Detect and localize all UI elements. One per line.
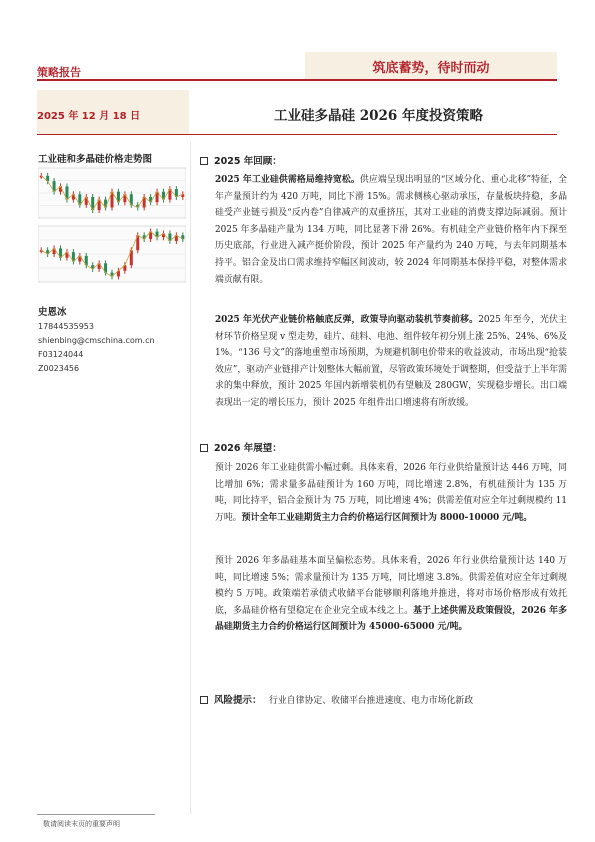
review-paragraph-2 [215,312,567,412]
author-phone: 17844535953 [38,322,94,331]
square-bullet-icon [200,696,208,704]
author-name: 史恩冰 [38,307,67,318]
footer-disclaimer: 敬请阅读末页的重要声明 [43,820,120,828]
outlook-heading-text: 2026 年展望： [214,443,282,454]
outlook-paragraph-2 [215,553,567,636]
square-bullet-icon [200,444,208,452]
review-heading [200,153,282,167]
risk-heading [200,692,262,706]
report-date: 2025 年 12 月 18 日 [37,111,141,122]
column-divider [190,142,191,814]
chart-title: 工业硅和多晶硅价格走势图 [38,154,153,165]
report-title: 工业硅多晶硅 2026 年度投资策略 [274,108,483,124]
title-divider [37,134,557,135]
tagline: 筑底蓄势，待时而动 [372,61,490,76]
author-cert-1: F03124044 [38,350,84,359]
review-paragraph-1 [215,172,567,288]
author-email: shienbing@cmschina.com.cn [38,336,155,345]
outlook-paragraph-1 [215,460,567,526]
price-trend-chart [38,166,186,286]
outlook-p1-conclusion: 预计全年工业硅期货主力合约价格运行区间预计为 8000-10000 元/吨。 [241,512,533,523]
review-p1-body: 供应端呈现出明显的“区域分化、重心北移”特征，全年产量预计约为 420 万吨，同比下滑 15%。需求侧核心驱动承压，存量板块持稳，多晶硅受产业链亏损及“反内卷”自律减产的双重挤压，其对工业硅的消费支撑边际减弱。预计 2025 年多晶硅产量为 134 万吨，同比显著下滑 26%。有机硅全产业链价格年内下探至历史底部，行业进入减产挺价阶段，预计 2025 年产量约为 240 万吨，与去年同期基本持平。铝合金及出口需求维持窄幅区间波动，较 2024 年同期基本保持平稳，对整体需求端贡献有限。 [215,175,567,285]
outlook-heading [200,440,282,454]
report-type: 策略报告 [37,66,81,79]
review-p1-lead: 2025 年工业硅供需格局维持宽松。 [215,175,360,185]
author-cert-2: Z0023456 [38,364,80,373]
review-heading-text: 2025 年回顾： [214,156,282,167]
header-divider [37,79,557,81]
risk-text: 行业自律协定、收储平台推进速度、电力市场化新政 [269,696,474,706]
review-p2-lead: 2025 年光伏产业链价格触底反弹，政策导向驱动装机节奏前移。 [215,315,479,325]
square-bullet-icon [200,157,208,165]
risk-label: 风险提示： [214,695,262,706]
outlook-p1-body: 预计 2026 年工业硅供需小幅过剩。具体来看，2026 年行业供给量预计达 446 万吨，同比增加 6%；需求量多晶硅预计为 160 万吨，同比增速 2.8%，有机硅预计为 135 万吨，同比持平，铝合金预计为 75 万吨，同比增速 4%；供需差值对应全年过剩规模约 11 万吨。 [215,463,567,523]
outlook-p2-body: 预计 2026 年多晶硅基本面呈偏松态势。具体来看，2026 年行业供给量预计达 140 万吨，同比增速 5%；需求量预计为 135 万吨，同比增速 3.8%。供需差值对应全年过剩规模约 5 万吨。政策端若承债式收储平台能够顺利落地并推进，将对市场价格形成有效托底，多晶硅价格有望稳定在企业完全成本线之上。 [215,556,567,616]
footer-divider [37,814,155,815]
outlook-p2-conclusion: 基于上述供需及政策假设，2026 年多晶硅期货主力合约价格运行区间预计为 45000-65000 元/吨。 [215,605,567,633]
review-p2-body: 2025 年至今，光伏主材环节价格呈现 v 型走势，硅片、硅料、电池、组件较年初分别上涨 25%、24%、6%及 1%。“136 号文”的落地重塑市场预期，为规避机制电价带来的收益波动，市场出现“抢装效应”，驱动产业链排产计划整体大幅前置，尽管政策环境处于调整期，但受益于上半年需求的集中释放，预计 2025 年国内新增装机仍有望触及 280GW，实现稳步增长。出口端表现出一定的增长压力，预计 2025 年组件出口增速将有所放缓。 [215,315,567,408]
